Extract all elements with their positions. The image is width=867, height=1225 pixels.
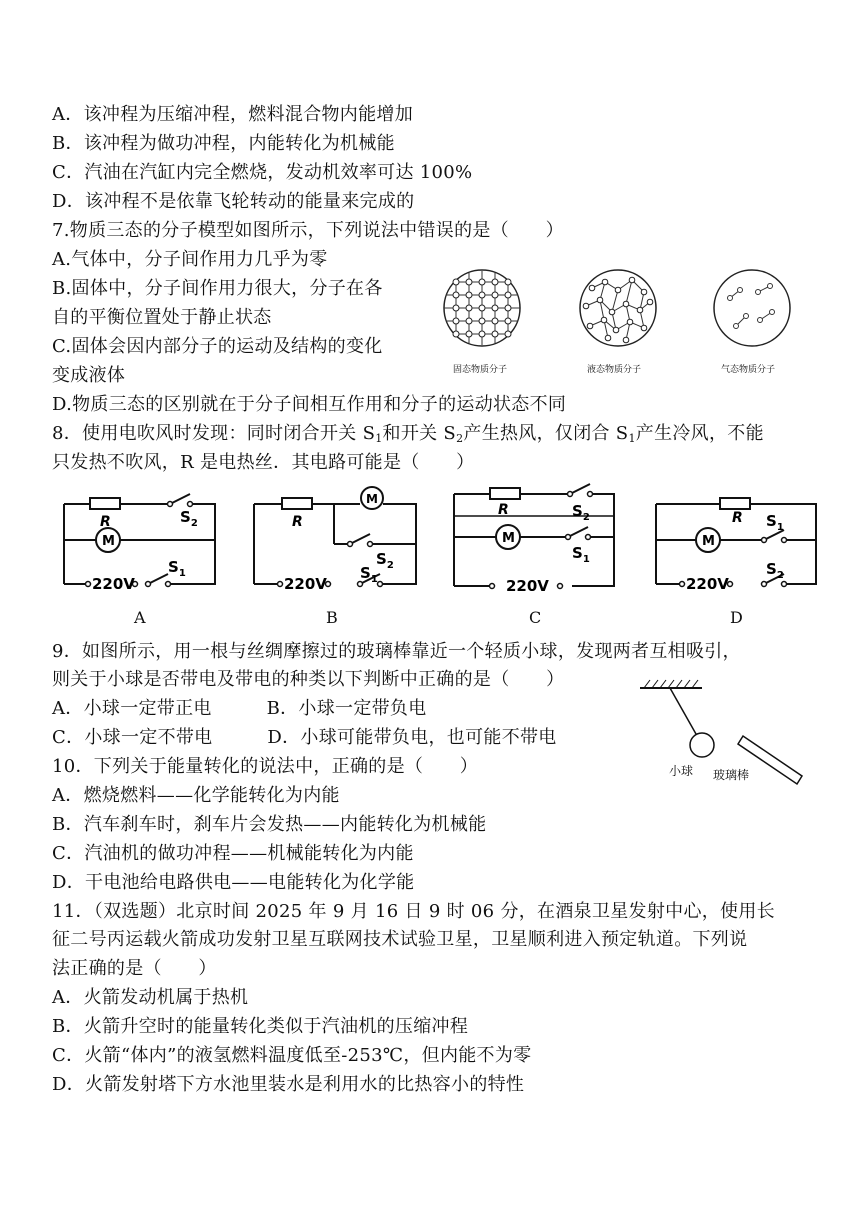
circuit-d-label: D: [730, 608, 743, 627]
q7-option-b-line1: B.固体中，分子间作用力很大，分子在各: [52, 278, 383, 299]
solid-molecule-diagram: [444, 270, 520, 346]
q6-option-a: A．该冲程为压缩冲程，燃料混合物内能增加: [52, 104, 413, 125]
svg-text:S1: $S_1$: [168, 558, 186, 579]
ball-label: 小球: [669, 764, 694, 778]
q8-stem-line1: 8．使用电吹风时发现：同时闭合开关 $S_1$和开关 $S_2$产生热风，仅闭合 $S_1$产生冷风，不能: [52, 423, 764, 445]
q7-option-a: A.气体中，分子间作用力几乎为零: [52, 249, 328, 270]
q11-stem-line3: 法正确的是（ ）: [52, 958, 217, 979]
circuit-d-diagram: [652, 486, 822, 600]
gas-label: 气态物质分子: [721, 365, 776, 375]
svg-text:S2: $S_2$: [766, 560, 784, 581]
svg-text:M: M: [702, 534, 715, 549]
svg-text:S1: $S_1$: [572, 544, 590, 565]
svg-text:220V: 220V: [506, 577, 549, 595]
q11-option-b: B．火箭升空时的能量转化类似于汽油机的压缩冲程: [52, 1016, 469, 1037]
q10-option-c: C．汽油机的做功冲程——机械能转化为内能: [52, 843, 414, 864]
q7-option-c-line2: 变成液体: [52, 365, 126, 386]
q9-stem-line2: 则关于小球是否带电及带电的种类以下判断中正确的是（ ）: [52, 669, 565, 690]
svg-text:R: R: [100, 514, 111, 530]
svg-text:220V: 220V: [284, 575, 327, 593]
q9-options-cd: C．小球一定不带电 D．小球可能带负电，也可能不带电: [52, 727, 557, 748]
circuit-b-label: B: [326, 608, 338, 627]
q10-option-a: A．燃烧燃料——化学能转化为内能: [52, 785, 340, 806]
circuit-c-label: C: [529, 608, 542, 627]
q11-option-c: C．火箭“体内”的液氢燃料温度低至-253℃，但内能不为零: [52, 1045, 532, 1066]
circuit-a-diagram: [50, 486, 220, 600]
svg-text:S2: $S_2$: [180, 508, 198, 529]
q11-stem-line1: 11．（双选题）北京时间 2025 年 9 月 16 日 9 时 06 分，在酒泉卫星发射中心，使用长: [52, 901, 775, 922]
circuit-c-diagram: [450, 480, 620, 600]
circuit-b-diagram: [250, 486, 420, 600]
q9-options-ab: A．小球一定带正电 B．小球一定带负电: [52, 698, 427, 719]
circuit-a-label: A: [134, 608, 146, 627]
liquid-molecule-diagram: [580, 270, 656, 346]
q9-stem-line1: 9．如图所示，用一根与丝绸摩擦过的玻璃棒靠近一个轻质小球，发现两者互相吸引，: [52, 641, 741, 662]
solid-label: 固态物质分子: [453, 365, 508, 375]
svg-text:220V: 220V: [92, 575, 135, 593]
svg-text:R: R: [292, 514, 303, 530]
svg-text:S2: $S_2$: [572, 502, 590, 523]
q7-stem: 7.物质三态的分子模型如图所示，下列说法中错误的是（ ）: [52, 220, 564, 241]
q10-stem: 10．下列关于能量转化的说法中，正确的是（ ）: [52, 756, 479, 777]
rod-label: 玻璃棒: [713, 768, 750, 782]
q11-option-d: D．火箭发射塔下方水池里装水是利用水的比热容小的特性: [52, 1074, 525, 1095]
q7-option-d: D.物质三态的区别就在于分子间相互作用和分子的运动状态不同: [52, 394, 567, 415]
svg-text:M: M: [366, 492, 378, 506]
q11-option-a: A．火箭发动机属于热机: [52, 987, 249, 1008]
svg-text:R: R: [732, 510, 743, 526]
svg-text:M: M: [502, 531, 515, 546]
svg-text:R: R: [498, 502, 509, 518]
q8-stem-line2: 只发热不吹风，R 是电热丝．其电路可能是（ ）: [52, 452, 475, 473]
svg-text:S1: $S_1$: [360, 564, 378, 585]
svg-text:S1: $S_1$: [766, 512, 784, 533]
q6-option-d: D．该冲程不是依靠飞轮转动的能量来完成的: [52, 191, 415, 212]
svg-text:M: M: [102, 534, 115, 549]
q7-option-b-line2: 自的平衡位置处于静止状态: [52, 307, 272, 328]
q11-stem-line2: 征二号丙运载火箭成功发射卫星互联网技术试验卫星，卫星顺利进入预定轨道。下列说: [52, 929, 748, 950]
q7-option-c-line1: C.固体会因内部分子的运动及结构的变化: [52, 336, 383, 357]
q10-option-d: D．干电池给电路供电——电能转化为化学能: [52, 872, 415, 893]
gas-molecule-diagram: [714, 270, 790, 346]
liquid-label: 液态物质分子: [587, 365, 642, 375]
q10-option-b: B．汽车刹车时，刹车片会发热——内能转化为机械能: [52, 814, 487, 835]
q6-option-b: B．该冲程为做功冲程，内能转化为机械能: [52, 133, 395, 154]
svg-text:220V: 220V: [686, 575, 729, 593]
q6-option-c: C．汽油在汽缸内完全燃烧，发动机效率可达 100%: [52, 162, 473, 183]
svg-text:S2: $S_2$: [376, 550, 394, 571]
